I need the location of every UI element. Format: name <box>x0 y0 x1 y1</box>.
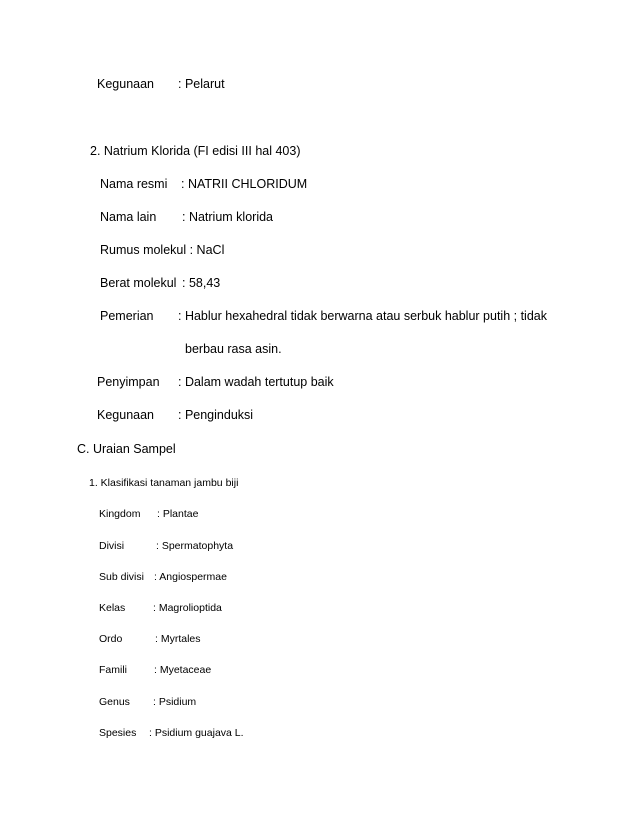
section-heading-uraian-sampel: C. Uraian Sampel <box>77 442 176 456</box>
classification-value: : Angiospermae <box>154 571 227 583</box>
classification-label: Sub divisi <box>99 571 144 583</box>
classification-label: Divisi <box>99 540 125 552</box>
classification-label: Famili <box>99 664 127 676</box>
subheading-klasifikasi: 1. Klasifikasi tanaman jambu biji <box>89 477 239 489</box>
pemerian-value-line1: : Hablur hexahedral tidak berwarna atau serbuk hablur putih ; tidak <box>178 309 547 323</box>
nama-resmi-value: : NATRII CHLORIDUM <box>181 177 308 191</box>
penyimpan-value: : Dalam wadah tertutup baik <box>178 375 334 389</box>
kegunaan-value-2: : Penginduksi <box>178 408 254 422</box>
berat-molekul-label: Berat molekul <box>100 276 177 290</box>
penyimpan-label: Penyimpan <box>97 375 160 389</box>
pemerian-label: Pemerian <box>100 309 154 323</box>
classification-label: Genus <box>99 696 130 708</box>
classification-label: Kingdom <box>99 508 141 520</box>
rumus-molekul-text: Rumus molekul : NaCl <box>100 243 225 257</box>
classification-value: : Psidium guajava L. <box>149 727 244 739</box>
nama-resmi-label: Nama resmi <box>100 177 168 191</box>
classification-label: Ordo <box>99 633 123 645</box>
kegunaan-label: Kegunaan <box>97 77 155 91</box>
classification-value: : Myetaceae <box>154 664 212 676</box>
classification-label: Spesies <box>99 727 137 739</box>
classification-value: : Spermatophyta <box>156 540 234 552</box>
classification-value: : Plantae <box>157 508 199 520</box>
classification-value: : Magrolioptida <box>153 602 222 614</box>
nama-lain-label: Nama lain <box>100 210 157 224</box>
nama-lain-value: : Natrium klorida <box>182 210 273 224</box>
classification-value: : Myrtales <box>155 633 201 645</box>
pemerian-value-line2: berbau rasa asin. <box>185 342 282 356</box>
classification-label: Kelas <box>99 602 126 614</box>
kegunaan-label-2: Kegunaan <box>97 408 155 422</box>
section-heading-natrium-klorida: 2. Natrium Klorida (FI edisi III hal 403) <box>90 144 301 158</box>
kegunaan-value: : Pelarut <box>178 77 225 91</box>
berat-molekul-value: : 58,43 <box>182 276 221 290</box>
classification-value: : Psidium <box>153 696 197 708</box>
